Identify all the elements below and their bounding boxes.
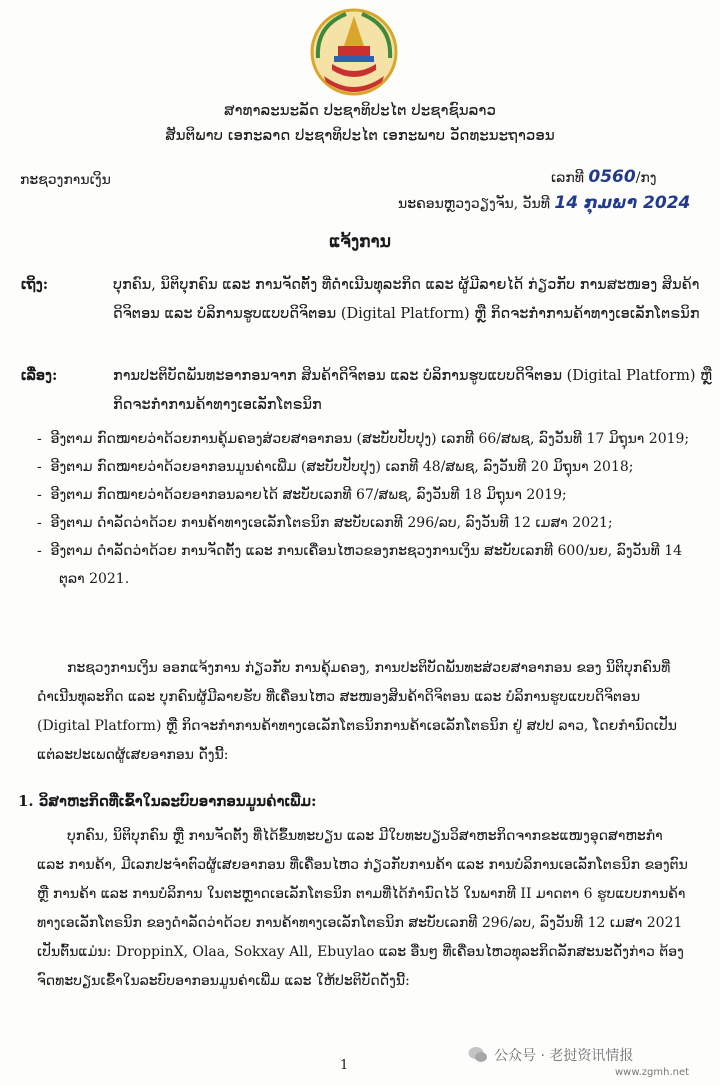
reference-label: ເລກທີ: [551, 170, 584, 186]
reference-item: - ອີງຕາມ ກົດໝາຍວ່າດ້ວຍອາກອນມູນຄ່າເພີ່ມ (ສະບັບປັບປຸງ) ເລກທີ 48/ສພຊ, ລົງວັນທີ 20 ມິຖຸນາ 2018;: [37, 459, 634, 475]
place-date-label: ນະຄອນຫຼວງວຽງຈັນ, ວັນທີ: [398, 196, 550, 212]
header-line-2: ສັນຕິພາບ ເອກະລາດ ປະຊາທິປະໄຕ ເອກະພາບ ວັດທະນະຖາວອນ: [165, 126, 555, 144]
page-number: 1: [340, 1058, 349, 1073]
recipient-section: [21, 270, 717, 329]
reference-item: - ອີງຕາມ ດຳລັດວ່າດ້ວຍ ການຄ້າທາງເອເລັກໂຕຣນິກ ສະບັບເລກທີ 296/ລບ, ລົງວັນທີ 12 ເມສາ 2021;: [37, 515, 613, 531]
subject-text: ການປະຕິບັດພັນທະອາກອນຈາກ ສິນຄ້າດິຈິຕອນ ແລະ ບໍລິການຮູບແບບດິຈິຕອນ (Digital Platform) ຫຼື ກິດຈະກຳການຄ້າທາງເອເລັກໂຕຣນິກ: [113, 368, 712, 413]
wechat-icon: [468, 1046, 488, 1064]
reference-item: - ອີງຕາມ ດຳລັດວ່າດ້ວຍ ການຈັດຕັ້ງ ແລະ ການເຄື່ອນໄຫວຂອງກະຊວງການເງິນ ສະບັບເລກທີ 600/ນຍ, ລົງວັນທີ 14 ຕຸລາ 2021.: [37, 543, 683, 587]
subject-label: ເລື່ອງ:: [21, 367, 58, 384]
reference-suffix: /ກງ: [635, 170, 657, 186]
header-line-1: ສາທາລະນະລັດ ປະຊາທິປະໄຕ ປະຊາຊົນລາວ: [224, 101, 496, 119]
reference-item: - ອີງຕາມ ກົດໝາຍວ່າດ້ວຍອາກອນລາຍໄດ້ ສະບັບເລກທີ 67/ສພຊ, ລົງວັນທີ 18 ມິຖຸນາ 2019;: [37, 487, 567, 503]
section-1-heading: 1. ວິສາຫະກິດທີ່ເຂົ້າໃນລະບົບອາກອນມູນຄ່າເພີ່ມ:: [18, 792, 317, 810]
recipient-text: ບຸກຄົນ, ນິຕິບຸກຄົນ ແລະ ການຈັດຕັ້ງ ທີ່ດຳເນີນທຸລະກິດ ແລະ ຜູ້ມີລາຍໄດ້ ກ່ຽວກັບ ການສະໜອງ ສິນຄ້າດິຈິຕອນ ແລະ ບໍລິການຮູບແບບດິຈິຕອນ (Digital Platform) ຫຼື ກິດຈະກຳການຄ້າທາງເອເລັກໂຕຣນິກ: [113, 277, 700, 322]
reference-item: - ອີງຕາມ ກົດໝາຍວ່າດ້ວຍການຄຸ້ມຄອງສ່ວຍສາອາກອນ (ສະບັບປັບປຸງ) ເລກທີ 66/ສພຊ, ລົງວັນທີ 17 ມິຖຸນາ 2019;: [37, 431, 690, 447]
section-1-paragraph: ບຸກຄົນ, ນິຕິບຸກຄົນ ຫຼື ການຈັດຕັ້ງ ທີ່ໄດ້ຂຶ້ນທະບຽນ ແລະ ມີໃບທະບຽນວິສາຫະກິດຈາກຂະແໜງອຸດສາຫະກຳ ແລະ ການຄ້າ, ມີເລກປະຈຳຕົວຜູ້ເສຍອາກອນ ທີ່ເຄື່ອນໄຫວ ກ່ຽວກັບການຄ້າ ແລະ ການບໍລິການເອເລັກໂຕຣນິກ ຂອງຕົນ ຫຼື ການຄ້າ ແລະ ການບໍລິການ ໃນຕະຫຼາດເອເລັກໂຕຣນິກ ຕາມທີ່ໄດ້ກຳນົດໄວ້ ໃນພາກທີ II ມາດຕາ 6 ຮູບແບບການຄ້າທາງເອເລັກໂຕຣນິກ ຂອງດຳລັດວ່າດ້ວຍ ການຄ້າທາງເອເລັກໂຕຣນິກ ສະບັບເລກທີ 296/ລບ, ລົງວັນທີ 12 ເມສາ 2021 ເປັນຕົ້ນແມ່ນ: DroppinX, Olaa, Sokxay All, Ebuylao ແລະ ອື່ນໆ ທີ່ເຄື່ອນໄຫວທຸລະກິດລັກສະນະດັ່ງກ່າວ ຕ້ອງຈົດທະບຽນເຂົ້າໃນລະບົບອາກອນມູນຄ່າເພີ່ມ ແລະ ໃຫ້ປະຕິບັດດັ່ງນີ້:: [37, 828, 688, 989]
handwritten-date: 14 ກຸມພາ 2024: [554, 193, 691, 213]
issuing-ministry: ກະຊວງການເງິນ: [20, 172, 111, 188]
watermark-url: www.zgmh.net: [615, 1067, 690, 1078]
watermark: [468, 1045, 633, 1065]
place-date: [398, 193, 690, 213]
reference-number: [551, 167, 657, 187]
reference-number-value: 0560: [588, 167, 636, 187]
national-emblem-icon: [306, 6, 402, 98]
recipient-label: ເຖິງ:: [21, 276, 49, 293]
legal-references: [37, 425, 697, 593]
subject-section: [21, 361, 717, 420]
document-title: ແຈ້ງການ: [329, 232, 391, 252]
watermark-text: 公众号 · 老挝资讯情报: [494, 1048, 634, 1064]
intro-paragraph: ກະຊວງການເງິນ ອອກແຈ້ງການ ກ່ຽວກັບ ການຄຸ້ມຄອງ, ການປະຕິບັດພັນທະສ່ວຍສາອາກອນ ຂອງ ນິຕິບຸກຄົນທີ່ດຳເນີນທຸລະກິດ ແລະ ບຸກຄົນຜູ້ມີລາຍຮັບ ທີ່ເຄື່ອນໄຫວ ສະໜອງສິນຄ້າດິຈິຕອນ ແລະ ບໍລິການຮູບແບບດິຈິຕອນ (Digital Platform) ຫຼື ກິດຈະກຳການຄ້າທາງເອເລັກໂຕຣນິກການຄ້າເອເລັກໂຕຣນິກ ຢູ່ ສປປ ລາວ, ໂດຍກຳນົດເປັນແຕ່ລະປະເພດຜູ້ເສຍອາກອນ ດັ່ງນີ້:: [37, 660, 678, 763]
